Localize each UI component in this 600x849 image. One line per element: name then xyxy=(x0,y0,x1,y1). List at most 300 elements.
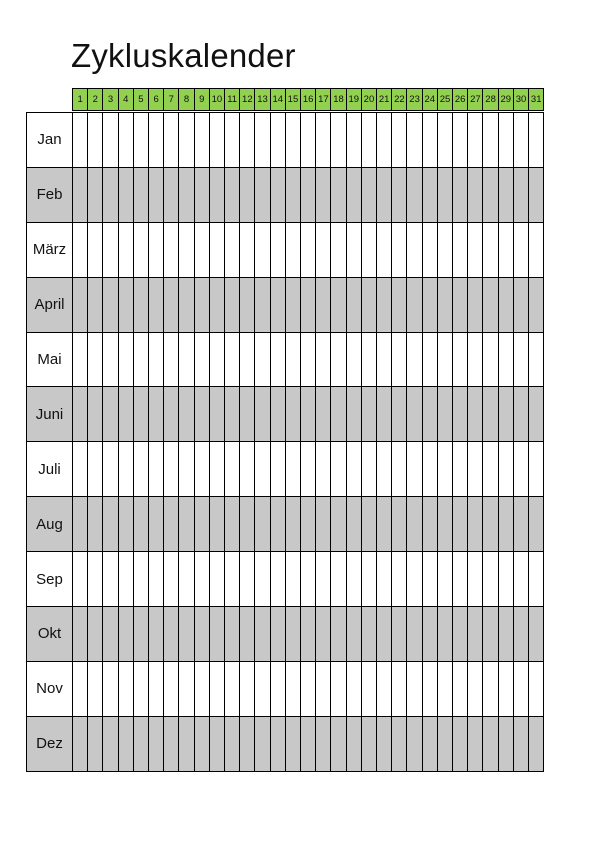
day-cell[interactable] xyxy=(195,278,210,332)
day-cell[interactable] xyxy=(483,607,498,661)
day-cell[interactable] xyxy=(134,168,149,222)
day-cell[interactable] xyxy=(453,552,468,606)
day-cell[interactable] xyxy=(438,607,453,661)
day-cell[interactable] xyxy=(164,113,179,167)
day-cell[interactable] xyxy=(301,442,316,496)
day-cell[interactable] xyxy=(347,113,362,167)
day-cell[interactable] xyxy=(164,552,179,606)
day-cell[interactable] xyxy=(392,497,407,551)
day-cell[interactable] xyxy=(438,387,453,441)
day-cell[interactable] xyxy=(316,607,331,661)
day-cell[interactable] xyxy=(210,278,225,332)
day-cell[interactable] xyxy=(468,113,483,167)
day-cell[interactable] xyxy=(195,113,210,167)
day-cell[interactable] xyxy=(301,223,316,277)
day-cell[interactable] xyxy=(240,497,255,551)
day-cell[interactable] xyxy=(529,333,544,387)
day-cell[interactable] xyxy=(271,333,286,387)
day-cell[interactable] xyxy=(301,662,316,716)
day-cell[interactable] xyxy=(271,168,286,222)
day-cell[interactable] xyxy=(453,662,468,716)
day-cell[interactable] xyxy=(499,497,514,551)
day-cell[interactable] xyxy=(134,113,149,167)
day-cell[interactable] xyxy=(392,387,407,441)
day-cell[interactable] xyxy=(423,168,438,222)
day-cell[interactable] xyxy=(301,497,316,551)
day-cell[interactable] xyxy=(286,278,301,332)
day-cell[interactable] xyxy=(225,333,240,387)
day-cell[interactable] xyxy=(286,552,301,606)
day-cell[interactable] xyxy=(210,497,225,551)
day-cell[interactable] xyxy=(438,278,453,332)
day-cell[interactable] xyxy=(255,607,270,661)
day-cell[interactable] xyxy=(103,497,118,551)
day-cell[interactable] xyxy=(210,223,225,277)
day-cell[interactable] xyxy=(164,223,179,277)
day-cell[interactable] xyxy=(331,717,346,771)
day-cell[interactable] xyxy=(134,333,149,387)
day-cell[interactable] xyxy=(286,497,301,551)
day-cell[interactable] xyxy=(362,662,377,716)
day-cell[interactable] xyxy=(210,717,225,771)
day-cell[interactable] xyxy=(483,113,498,167)
day-cell[interactable] xyxy=(331,607,346,661)
day-cell[interactable] xyxy=(255,717,270,771)
day-cell[interactable] xyxy=(331,497,346,551)
day-cell[interactable] xyxy=(210,552,225,606)
day-cell[interactable] xyxy=(483,662,498,716)
day-cell[interactable] xyxy=(483,442,498,496)
day-cell[interactable] xyxy=(73,223,88,277)
day-cell[interactable] xyxy=(255,333,270,387)
day-cell[interactable] xyxy=(119,223,134,277)
day-cell[interactable] xyxy=(119,442,134,496)
day-cell[interactable] xyxy=(271,662,286,716)
day-cell[interactable] xyxy=(362,497,377,551)
day-cell[interactable] xyxy=(377,552,392,606)
day-cell[interactable] xyxy=(286,607,301,661)
day-cell[interactable] xyxy=(423,333,438,387)
day-cell[interactable] xyxy=(255,113,270,167)
day-cell[interactable] xyxy=(119,552,134,606)
day-cell[interactable] xyxy=(514,278,529,332)
day-cell[interactable] xyxy=(499,607,514,661)
day-cell[interactable] xyxy=(73,662,88,716)
day-cell[interactable] xyxy=(164,497,179,551)
day-cell[interactable] xyxy=(362,607,377,661)
day-cell[interactable] xyxy=(286,168,301,222)
day-cell[interactable] xyxy=(255,497,270,551)
day-cell[interactable] xyxy=(210,387,225,441)
day-cell[interactable] xyxy=(88,607,103,661)
day-cell[interactable] xyxy=(499,168,514,222)
day-cell[interactable] xyxy=(423,442,438,496)
day-cell[interactable] xyxy=(225,717,240,771)
day-cell[interactable] xyxy=(119,113,134,167)
day-cell[interactable] xyxy=(438,497,453,551)
day-cell[interactable] xyxy=(362,552,377,606)
day-cell[interactable] xyxy=(438,333,453,387)
day-cell[interactable] xyxy=(407,168,422,222)
day-cell[interactable] xyxy=(179,607,194,661)
day-cell[interactable] xyxy=(362,442,377,496)
day-cell[interactable] xyxy=(134,442,149,496)
day-cell[interactable] xyxy=(286,223,301,277)
day-cell[interactable] xyxy=(88,662,103,716)
day-cell[interactable] xyxy=(301,552,316,606)
day-cell[interactable] xyxy=(483,278,498,332)
day-cell[interactable] xyxy=(149,278,164,332)
day-cell[interactable] xyxy=(438,113,453,167)
day-cell[interactable] xyxy=(316,113,331,167)
day-cell[interactable] xyxy=(392,442,407,496)
day-cell[interactable] xyxy=(453,442,468,496)
day-cell[interactable] xyxy=(73,552,88,606)
day-cell[interactable] xyxy=(514,168,529,222)
day-cell[interactable] xyxy=(316,717,331,771)
day-cell[interactable] xyxy=(134,223,149,277)
day-cell[interactable] xyxy=(240,552,255,606)
day-cell[interactable] xyxy=(134,552,149,606)
day-cell[interactable] xyxy=(438,662,453,716)
day-cell[interactable] xyxy=(392,607,407,661)
day-cell[interactable] xyxy=(514,442,529,496)
day-cell[interactable] xyxy=(119,717,134,771)
day-cell[interactable] xyxy=(179,113,194,167)
day-cell[interactable] xyxy=(529,662,544,716)
day-cell[interactable] xyxy=(392,662,407,716)
day-cell[interactable] xyxy=(529,223,544,277)
day-cell[interactable] xyxy=(347,168,362,222)
day-cell[interactable] xyxy=(347,552,362,606)
day-cell[interactable] xyxy=(225,662,240,716)
day-cell[interactable] xyxy=(255,552,270,606)
day-cell[interactable] xyxy=(362,387,377,441)
day-cell[interactable] xyxy=(271,552,286,606)
day-cell[interactable] xyxy=(73,442,88,496)
day-cell[interactable] xyxy=(514,333,529,387)
day-cell[interactable] xyxy=(88,113,103,167)
day-cell[interactable] xyxy=(468,223,483,277)
day-cell[interactable] xyxy=(514,717,529,771)
day-cell[interactable] xyxy=(468,168,483,222)
day-cell[interactable] xyxy=(438,442,453,496)
day-cell[interactable] xyxy=(377,662,392,716)
day-cell[interactable] xyxy=(423,717,438,771)
day-cell[interactable] xyxy=(423,607,438,661)
day-cell[interactable] xyxy=(240,662,255,716)
day-cell[interactable] xyxy=(149,662,164,716)
day-cell[interactable] xyxy=(453,717,468,771)
day-cell[interactable] xyxy=(240,442,255,496)
day-cell[interactable] xyxy=(423,387,438,441)
day-cell[interactable] xyxy=(179,223,194,277)
day-cell[interactable] xyxy=(407,552,422,606)
day-cell[interactable] xyxy=(423,497,438,551)
day-cell[interactable] xyxy=(423,552,438,606)
day-cell[interactable] xyxy=(73,333,88,387)
day-cell[interactable] xyxy=(195,223,210,277)
day-cell[interactable] xyxy=(225,442,240,496)
day-cell[interactable] xyxy=(483,552,498,606)
day-cell[interactable] xyxy=(301,278,316,332)
day-cell[interactable] xyxy=(514,223,529,277)
day-cell[interactable] xyxy=(301,607,316,661)
day-cell[interactable] xyxy=(164,607,179,661)
day-cell[interactable] xyxy=(103,442,118,496)
day-cell[interactable] xyxy=(392,278,407,332)
day-cell[interactable] xyxy=(134,387,149,441)
day-cell[interactable] xyxy=(134,497,149,551)
day-cell[interactable] xyxy=(331,442,346,496)
day-cell[interactable] xyxy=(438,717,453,771)
day-cell[interactable] xyxy=(179,168,194,222)
day-cell[interactable] xyxy=(331,168,346,222)
day-cell[interactable] xyxy=(195,497,210,551)
day-cell[interactable] xyxy=(73,278,88,332)
day-cell[interactable] xyxy=(134,662,149,716)
day-cell[interactable] xyxy=(331,333,346,387)
day-cell[interactable] xyxy=(529,552,544,606)
day-cell[interactable] xyxy=(210,442,225,496)
day-cell[interactable] xyxy=(529,113,544,167)
day-cell[interactable] xyxy=(255,442,270,496)
day-cell[interactable] xyxy=(240,113,255,167)
day-cell[interactable] xyxy=(347,607,362,661)
day-cell[interactable] xyxy=(483,223,498,277)
day-cell[interactable] xyxy=(499,717,514,771)
day-cell[interactable] xyxy=(529,168,544,222)
day-cell[interactable] xyxy=(468,662,483,716)
day-cell[interactable] xyxy=(347,662,362,716)
day-cell[interactable] xyxy=(103,717,118,771)
day-cell[interactable] xyxy=(483,333,498,387)
day-cell[interactable] xyxy=(407,387,422,441)
day-cell[interactable] xyxy=(362,333,377,387)
day-cell[interactable] xyxy=(179,278,194,332)
day-cell[interactable] xyxy=(316,333,331,387)
day-cell[interactable] xyxy=(271,607,286,661)
day-cell[interactable] xyxy=(286,113,301,167)
day-cell[interactable] xyxy=(362,717,377,771)
day-cell[interactable] xyxy=(119,497,134,551)
day-cell[interactable] xyxy=(331,278,346,332)
day-cell[interactable] xyxy=(331,113,346,167)
day-cell[interactable] xyxy=(119,607,134,661)
day-cell[interactable] xyxy=(210,168,225,222)
day-cell[interactable] xyxy=(149,497,164,551)
day-cell[interactable] xyxy=(377,717,392,771)
day-cell[interactable] xyxy=(164,278,179,332)
day-cell[interactable] xyxy=(286,717,301,771)
day-cell[interactable] xyxy=(316,387,331,441)
day-cell[interactable] xyxy=(88,717,103,771)
day-cell[interactable] xyxy=(149,223,164,277)
day-cell[interactable] xyxy=(529,387,544,441)
day-cell[interactable] xyxy=(362,223,377,277)
day-cell[interactable] xyxy=(271,223,286,277)
day-cell[interactable] xyxy=(453,168,468,222)
day-cell[interactable] xyxy=(149,442,164,496)
day-cell[interactable] xyxy=(468,497,483,551)
day-cell[interactable] xyxy=(195,442,210,496)
day-cell[interactable] xyxy=(316,278,331,332)
day-cell[interactable] xyxy=(468,552,483,606)
day-cell[interactable] xyxy=(377,223,392,277)
day-cell[interactable] xyxy=(423,113,438,167)
day-cell[interactable] xyxy=(179,552,194,606)
day-cell[interactable] xyxy=(499,387,514,441)
day-cell[interactable] xyxy=(255,223,270,277)
day-cell[interactable] xyxy=(483,387,498,441)
day-cell[interactable] xyxy=(453,333,468,387)
day-cell[interactable] xyxy=(88,278,103,332)
day-cell[interactable] xyxy=(134,278,149,332)
day-cell[interactable] xyxy=(255,662,270,716)
day-cell[interactable] xyxy=(103,223,118,277)
day-cell[interactable] xyxy=(499,662,514,716)
day-cell[interactable] xyxy=(347,333,362,387)
day-cell[interactable] xyxy=(225,223,240,277)
day-cell[interactable] xyxy=(179,442,194,496)
day-cell[interactable] xyxy=(407,223,422,277)
day-cell[interactable] xyxy=(499,442,514,496)
day-cell[interactable] xyxy=(331,552,346,606)
day-cell[interactable] xyxy=(103,333,118,387)
day-cell[interactable] xyxy=(164,662,179,716)
day-cell[interactable] xyxy=(392,552,407,606)
day-cell[interactable] xyxy=(255,387,270,441)
day-cell[interactable] xyxy=(271,442,286,496)
day-cell[interactable] xyxy=(468,333,483,387)
day-cell[interactable] xyxy=(164,717,179,771)
day-cell[interactable] xyxy=(529,497,544,551)
day-cell[interactable] xyxy=(423,223,438,277)
day-cell[interactable] xyxy=(240,168,255,222)
day-cell[interactable] xyxy=(453,113,468,167)
day-cell[interactable] xyxy=(210,607,225,661)
day-cell[interactable] xyxy=(271,497,286,551)
day-cell[interactable] xyxy=(407,607,422,661)
day-cell[interactable] xyxy=(73,387,88,441)
day-cell[interactable] xyxy=(483,717,498,771)
day-cell[interactable] xyxy=(179,333,194,387)
day-cell[interactable] xyxy=(407,662,422,716)
day-cell[interactable] xyxy=(119,662,134,716)
day-cell[interactable] xyxy=(316,223,331,277)
day-cell[interactable] xyxy=(377,168,392,222)
day-cell[interactable] xyxy=(301,717,316,771)
day-cell[interactable] xyxy=(179,497,194,551)
day-cell[interactable] xyxy=(453,497,468,551)
day-cell[interactable] xyxy=(73,168,88,222)
day-cell[interactable] xyxy=(438,168,453,222)
day-cell[interactable] xyxy=(347,497,362,551)
day-cell[interactable] xyxy=(103,168,118,222)
day-cell[interactable] xyxy=(119,387,134,441)
day-cell[interactable] xyxy=(514,387,529,441)
day-cell[interactable] xyxy=(195,662,210,716)
day-cell[interactable] xyxy=(225,387,240,441)
day-cell[interactable] xyxy=(392,168,407,222)
day-cell[interactable] xyxy=(529,607,544,661)
day-cell[interactable] xyxy=(392,333,407,387)
day-cell[interactable] xyxy=(499,552,514,606)
day-cell[interactable] xyxy=(529,278,544,332)
day-cell[interactable] xyxy=(347,223,362,277)
day-cell[interactable] xyxy=(453,607,468,661)
day-cell[interactable] xyxy=(316,662,331,716)
day-cell[interactable] xyxy=(453,387,468,441)
day-cell[interactable] xyxy=(195,717,210,771)
day-cell[interactable] xyxy=(331,387,346,441)
day-cell[interactable] xyxy=(225,278,240,332)
day-cell[interactable] xyxy=(164,333,179,387)
day-cell[interactable] xyxy=(468,278,483,332)
day-cell[interactable] xyxy=(499,113,514,167)
day-cell[interactable] xyxy=(347,442,362,496)
day-cell[interactable] xyxy=(468,717,483,771)
day-cell[interactable] xyxy=(271,113,286,167)
day-cell[interactable] xyxy=(331,223,346,277)
day-cell[interactable] xyxy=(483,497,498,551)
day-cell[interactable] xyxy=(195,607,210,661)
day-cell[interactable] xyxy=(301,387,316,441)
day-cell[interactable] xyxy=(514,113,529,167)
day-cell[interactable] xyxy=(362,168,377,222)
day-cell[interactable] xyxy=(149,717,164,771)
day-cell[interactable] xyxy=(88,168,103,222)
day-cell[interactable] xyxy=(377,497,392,551)
day-cell[interactable] xyxy=(468,442,483,496)
day-cell[interactable] xyxy=(240,223,255,277)
day-cell[interactable] xyxy=(255,168,270,222)
day-cell[interactable] xyxy=(499,278,514,332)
day-cell[interactable] xyxy=(468,607,483,661)
day-cell[interactable] xyxy=(225,607,240,661)
day-cell[interactable] xyxy=(119,333,134,387)
day-cell[interactable] xyxy=(149,552,164,606)
day-cell[interactable] xyxy=(377,333,392,387)
day-cell[interactable] xyxy=(407,717,422,771)
day-cell[interactable] xyxy=(514,607,529,661)
day-cell[interactable] xyxy=(88,497,103,551)
day-cell[interactable] xyxy=(407,113,422,167)
day-cell[interactable] xyxy=(499,223,514,277)
day-cell[interactable] xyxy=(149,333,164,387)
day-cell[interactable] xyxy=(240,607,255,661)
day-cell[interactable] xyxy=(347,278,362,332)
day-cell[interactable] xyxy=(119,168,134,222)
day-cell[interactable] xyxy=(407,278,422,332)
day-cell[interactable] xyxy=(103,387,118,441)
day-cell[interactable] xyxy=(316,442,331,496)
day-cell[interactable] xyxy=(286,333,301,387)
day-cell[interactable] xyxy=(514,552,529,606)
day-cell[interactable] xyxy=(468,387,483,441)
day-cell[interactable] xyxy=(240,278,255,332)
day-cell[interactable] xyxy=(210,662,225,716)
day-cell[interactable] xyxy=(407,442,422,496)
day-cell[interactable] xyxy=(88,442,103,496)
day-cell[interactable] xyxy=(179,662,194,716)
day-cell[interactable] xyxy=(377,607,392,661)
day-cell[interactable] xyxy=(73,607,88,661)
day-cell[interactable] xyxy=(286,662,301,716)
day-cell[interactable] xyxy=(88,333,103,387)
day-cell[interactable] xyxy=(423,662,438,716)
day-cell[interactable] xyxy=(195,387,210,441)
